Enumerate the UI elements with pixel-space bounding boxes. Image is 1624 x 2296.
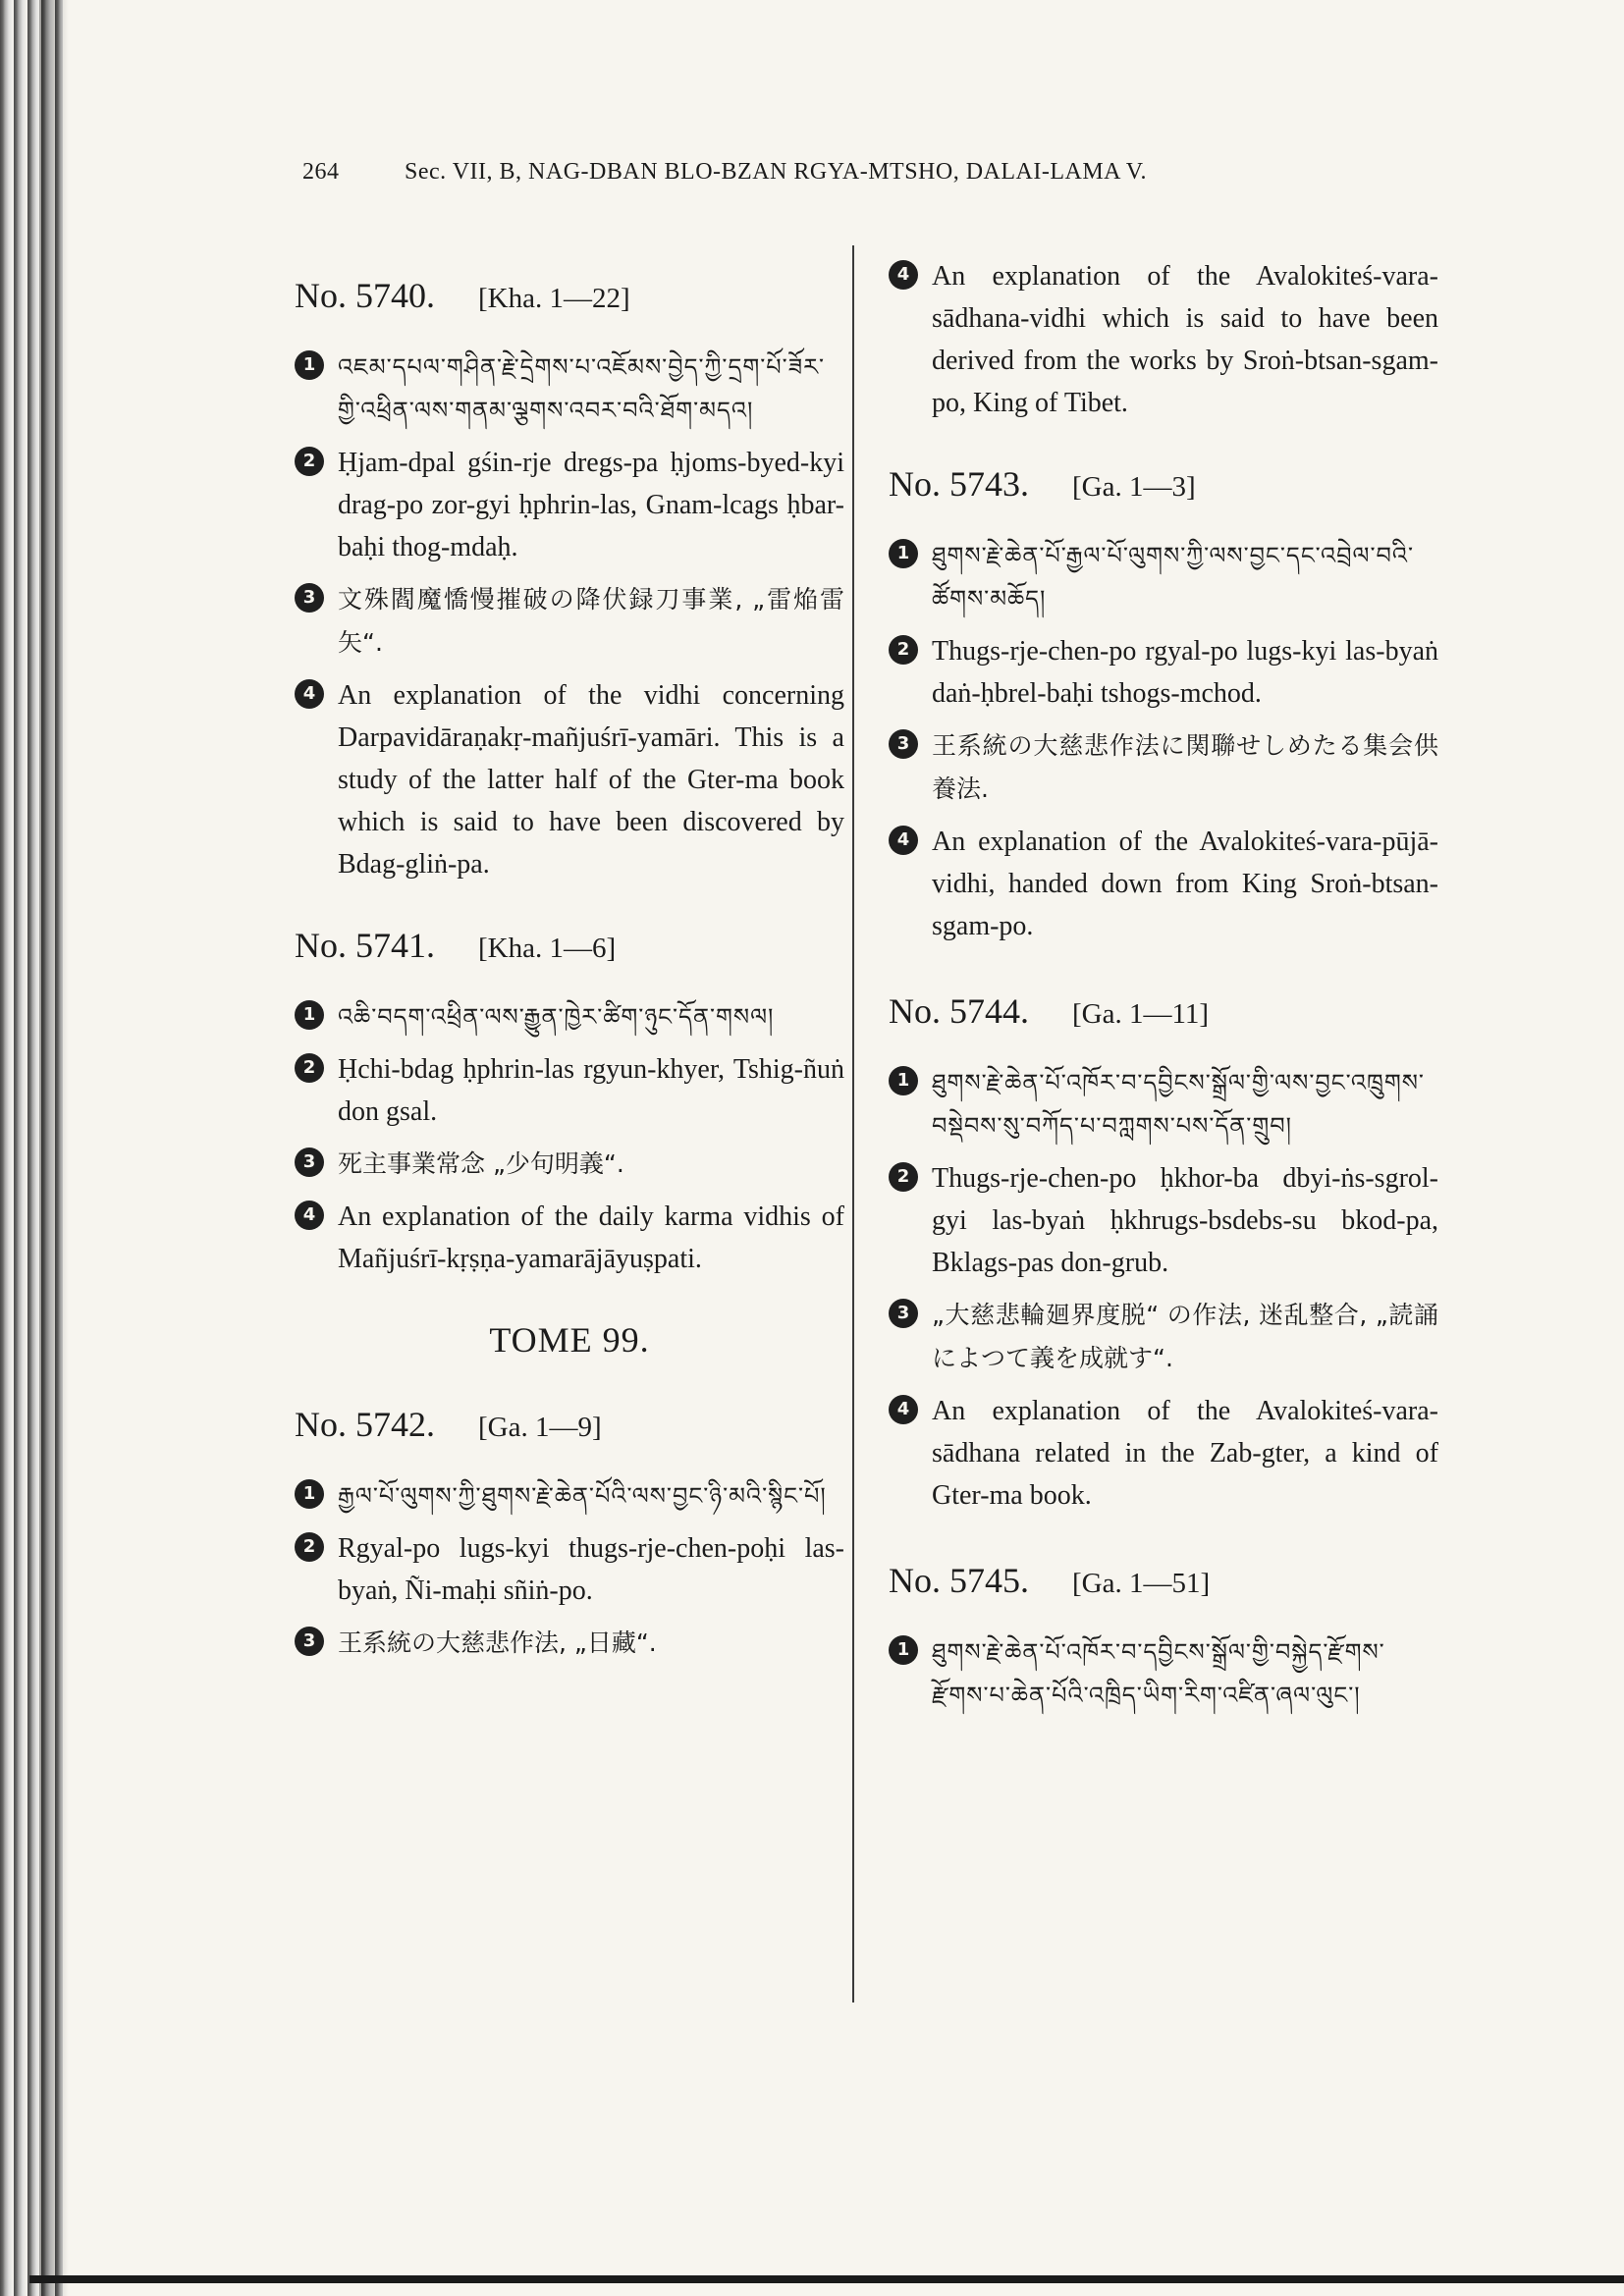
entry-item xyxy=(295,346,844,432)
item-text: An explanation of the Avalokiteś-vara-pūjā-vidhi, handed down from King Sroṅ-btsan-sgam-po. xyxy=(932,827,1438,941)
item-text: རྒྱལ་པོ་ལུགས་ཀྱི་ཐུགས་རྗེ་ཆེན་པོའི་ལས་བྱང་ཉི་མའི་སྙིང་པོ། xyxy=(338,1482,827,1510)
column-divider xyxy=(852,245,854,2002)
item-marker-icon: 2 xyxy=(295,1053,324,1083)
entry-reference: [Kha. 1—22] xyxy=(478,283,630,314)
entry-item xyxy=(889,724,1438,811)
item-text: Thugs-rje-chen-po rgyal-po lugs-kyi las-byaṅ daṅ-ḥbrel-baḥi tshogs-mchod. xyxy=(932,636,1438,709)
item-text: An explanation of the daily karma vidhis of Mañjuśrī-kṛṣṇa-yamarājāyuṣpati. xyxy=(338,1201,844,1274)
item-text: An explanation of the Avalokiteś-vara-sādhana related in the Zab-gter, a kind of Gter-ma book. xyxy=(932,1396,1438,1511)
item-text: ཐུགས་རྗེ་ཆེན་པོ་འཁོར་བ་དབྱིངས་སྒྲོལ་གྱི་ལས་བྱང་འཁྲུགས་བསྡེབས་སུ་བཀོད་པ་བཀླགས་པས་དོན་གྲུབ། xyxy=(932,1069,1425,1140)
item-marker-icon: 3 xyxy=(889,1299,918,1328)
item-marker-icon: 2 xyxy=(889,635,918,665)
entry-reference: [Ga. 1—9] xyxy=(478,1412,602,1443)
item-marker-icon: 2 xyxy=(295,447,324,476)
catalog-entry xyxy=(295,925,844,1280)
item-marker-icon: 2 xyxy=(889,1162,918,1192)
entry-item xyxy=(295,1143,844,1186)
entry-heading xyxy=(889,463,1438,505)
item-text: ཐུགས་རྗེ་ཆེན་པོ་རྒྱལ་པོ་ལུགས་ཀྱི་ལས་བྱང་དང་འབྲེལ་བའི་ཚོགས་མཆོད། xyxy=(932,542,1415,613)
entry-reference: [Ga. 1—11] xyxy=(1072,998,1210,1030)
catalog-entry xyxy=(295,1404,844,1665)
entry-item xyxy=(889,1294,1438,1380)
entry-number: No. 5742. xyxy=(295,1405,435,1444)
entry-item xyxy=(889,1630,1438,1717)
item-text: 文殊閻魔憍慢摧破の降伏録刀事業, „雷焔雷矢“. xyxy=(338,585,844,657)
entry-item xyxy=(889,1157,1438,1284)
entry-item xyxy=(295,1048,844,1133)
item-marker-icon: 1 xyxy=(295,350,324,380)
item-text: Ḥchi-bdag ḥphrin-las rgyun-khyer, Tshig-ñuṅ don gsal. xyxy=(338,1054,844,1127)
item-marker-icon: 4 xyxy=(889,1395,918,1424)
item-text: འཇམ་དཔལ་གཤིན་རྗེ་དྲེགས་པ་འཇོམས་བྱེད་ཀྱི་དྲག་པོ་ཟོར་གྱི་འཕྲིན་ལས་གནམ་ལྕགས་འབར་བའི་ཐོག་མདའ། xyxy=(338,353,826,424)
entry-item xyxy=(295,995,844,1039)
item-marker-icon: 2 xyxy=(295,1532,324,1562)
item-marker-icon: 4 xyxy=(295,679,324,709)
entry-item xyxy=(889,630,1438,715)
entry-number: No. 5741. xyxy=(295,926,435,965)
running-title: Sec. VII, B, NAG-DBAN BLO-BZAN RGYA-MTSHO, DALAI-LAMA V. xyxy=(405,159,1147,185)
item-text: Ḥjam-dpal gśin-rje dregs-pa ḥjoms-byed-kyi drag-po zor-gyi ḥphrin-las, Gnam-lcags ḥbar-baḥi thog-mdaḥ. xyxy=(338,448,844,562)
entry-item xyxy=(295,1474,844,1518)
running-head xyxy=(302,159,1382,186)
entry-item xyxy=(295,1622,844,1665)
catalog-entry xyxy=(889,990,1438,1517)
entry-item xyxy=(889,821,1438,947)
entry-number: No. 5740. xyxy=(295,276,435,315)
item-text: An explanation of the Avalokiteś-vara-sādhana-vidhi which is said to have been derived from the works by Sroṅ-btsan-sgam-po, King of Tibet. xyxy=(932,261,1438,418)
item-marker-icon: 1 xyxy=(295,1479,324,1509)
tome-heading: TOME 99. xyxy=(489,1320,650,1360)
item-text: An explanation of the vidhi concerning Darpavidāraṇakṛ-mañjuśrī-yamāri. This is a study of the latter half of the Gter-ma book which is said to have been discovered by Bdag-gliṅ-pa. xyxy=(338,680,844,880)
catalog-entry xyxy=(295,275,844,885)
page-number: 264 xyxy=(302,159,340,185)
left-entries-after xyxy=(295,1404,844,1665)
item-text: Rgyal-po lugs-kyi thugs-rje-chen-poḥi las-byaṅ, Ñi-maḥi sñiṅ-po. xyxy=(338,1533,844,1606)
item-marker-icon: 4 xyxy=(889,826,918,855)
entry-item xyxy=(295,1196,844,1280)
entry-heading xyxy=(295,1404,844,1445)
item-marker-icon: 1 xyxy=(889,539,918,568)
catalog-entry xyxy=(889,463,1438,947)
entry-number: No. 5744. xyxy=(889,991,1029,1031)
entry-item xyxy=(295,674,844,885)
entry-reference: [Ga. 1—3] xyxy=(1072,471,1196,503)
entry-item xyxy=(295,578,844,665)
right-entries xyxy=(889,463,1438,1717)
entry-heading xyxy=(295,275,844,316)
item-text: „大慈悲輪廻界度脱“ の作法, 迷乱整合, „読誦によつて義を成就す“. xyxy=(932,1301,1438,1372)
entry-heading xyxy=(889,1560,1438,1601)
entry-item xyxy=(889,1061,1438,1148)
item-marker-icon: 3 xyxy=(295,583,324,613)
entry-item xyxy=(889,1390,1438,1517)
item-marker-icon: 4 xyxy=(295,1201,324,1230)
entry-item xyxy=(889,534,1438,620)
entry-reference: [Ga. 1—51] xyxy=(1072,1568,1211,1599)
entry-item xyxy=(295,1527,844,1612)
bottom-edge-rule xyxy=(29,2275,1624,2283)
item-text: Thugs-rje-chen-po ḥkhor-ba dbyi-ṅs-sgrol-gyi las-byaṅ ḥkhrugs-bsdebs-su bkod-pa, Bklags-pas don-grub. xyxy=(932,1163,1438,1278)
item-marker-icon: 1 xyxy=(295,1000,324,1030)
item-marker-icon: 3 xyxy=(295,1148,324,1177)
entry-item xyxy=(295,442,844,568)
binding-shadow xyxy=(39,0,69,2296)
item-text: 王系統の大慈悲作法に関聯せしめたる集会供養法. xyxy=(932,731,1438,803)
entry-number: No. 5745. xyxy=(889,1561,1029,1600)
entry-item xyxy=(889,255,1438,424)
item-marker-icon: 1 xyxy=(889,1066,918,1095)
item-marker-icon: 3 xyxy=(889,729,918,759)
item-text: 王系統の大慈悲作法, „日藏“. xyxy=(338,1629,657,1657)
item-text: 死主事業常念 „少句明義“. xyxy=(338,1149,624,1178)
right-continuation xyxy=(889,255,1438,424)
item-marker-icon: 3 xyxy=(295,1627,324,1656)
entry-reference: [Kha. 1—6] xyxy=(478,933,617,964)
item-text: འཆི་བདག་འཕྲིན་ལས་རྒྱུན་ཁྱེར་ཚིག་ཉུང་དོན་གསལ། xyxy=(338,1003,775,1031)
entry-heading xyxy=(889,990,1438,1032)
item-marker-icon: 1 xyxy=(889,1635,918,1665)
item-marker-icon: 4 xyxy=(889,260,918,290)
catalog-entry xyxy=(889,1560,1438,1717)
entry-heading xyxy=(295,925,844,966)
item-text: ཐུགས་རྗེ་ཆེན་པོ་འཁོར་བ་དབྱིངས་སྒྲོལ་གྱི་བསྐྱེད་རྫོགས་རྫོགས་པ་ཆེན་པོའི་འཁྲིད་ཡིག་རིག་འཛིན་ཞལ་ལུང་། xyxy=(932,1638,1385,1709)
left-column xyxy=(295,275,844,1675)
left-entries-before xyxy=(295,275,844,1280)
right-column xyxy=(889,255,1438,1760)
entry-number: No. 5743. xyxy=(889,464,1029,504)
